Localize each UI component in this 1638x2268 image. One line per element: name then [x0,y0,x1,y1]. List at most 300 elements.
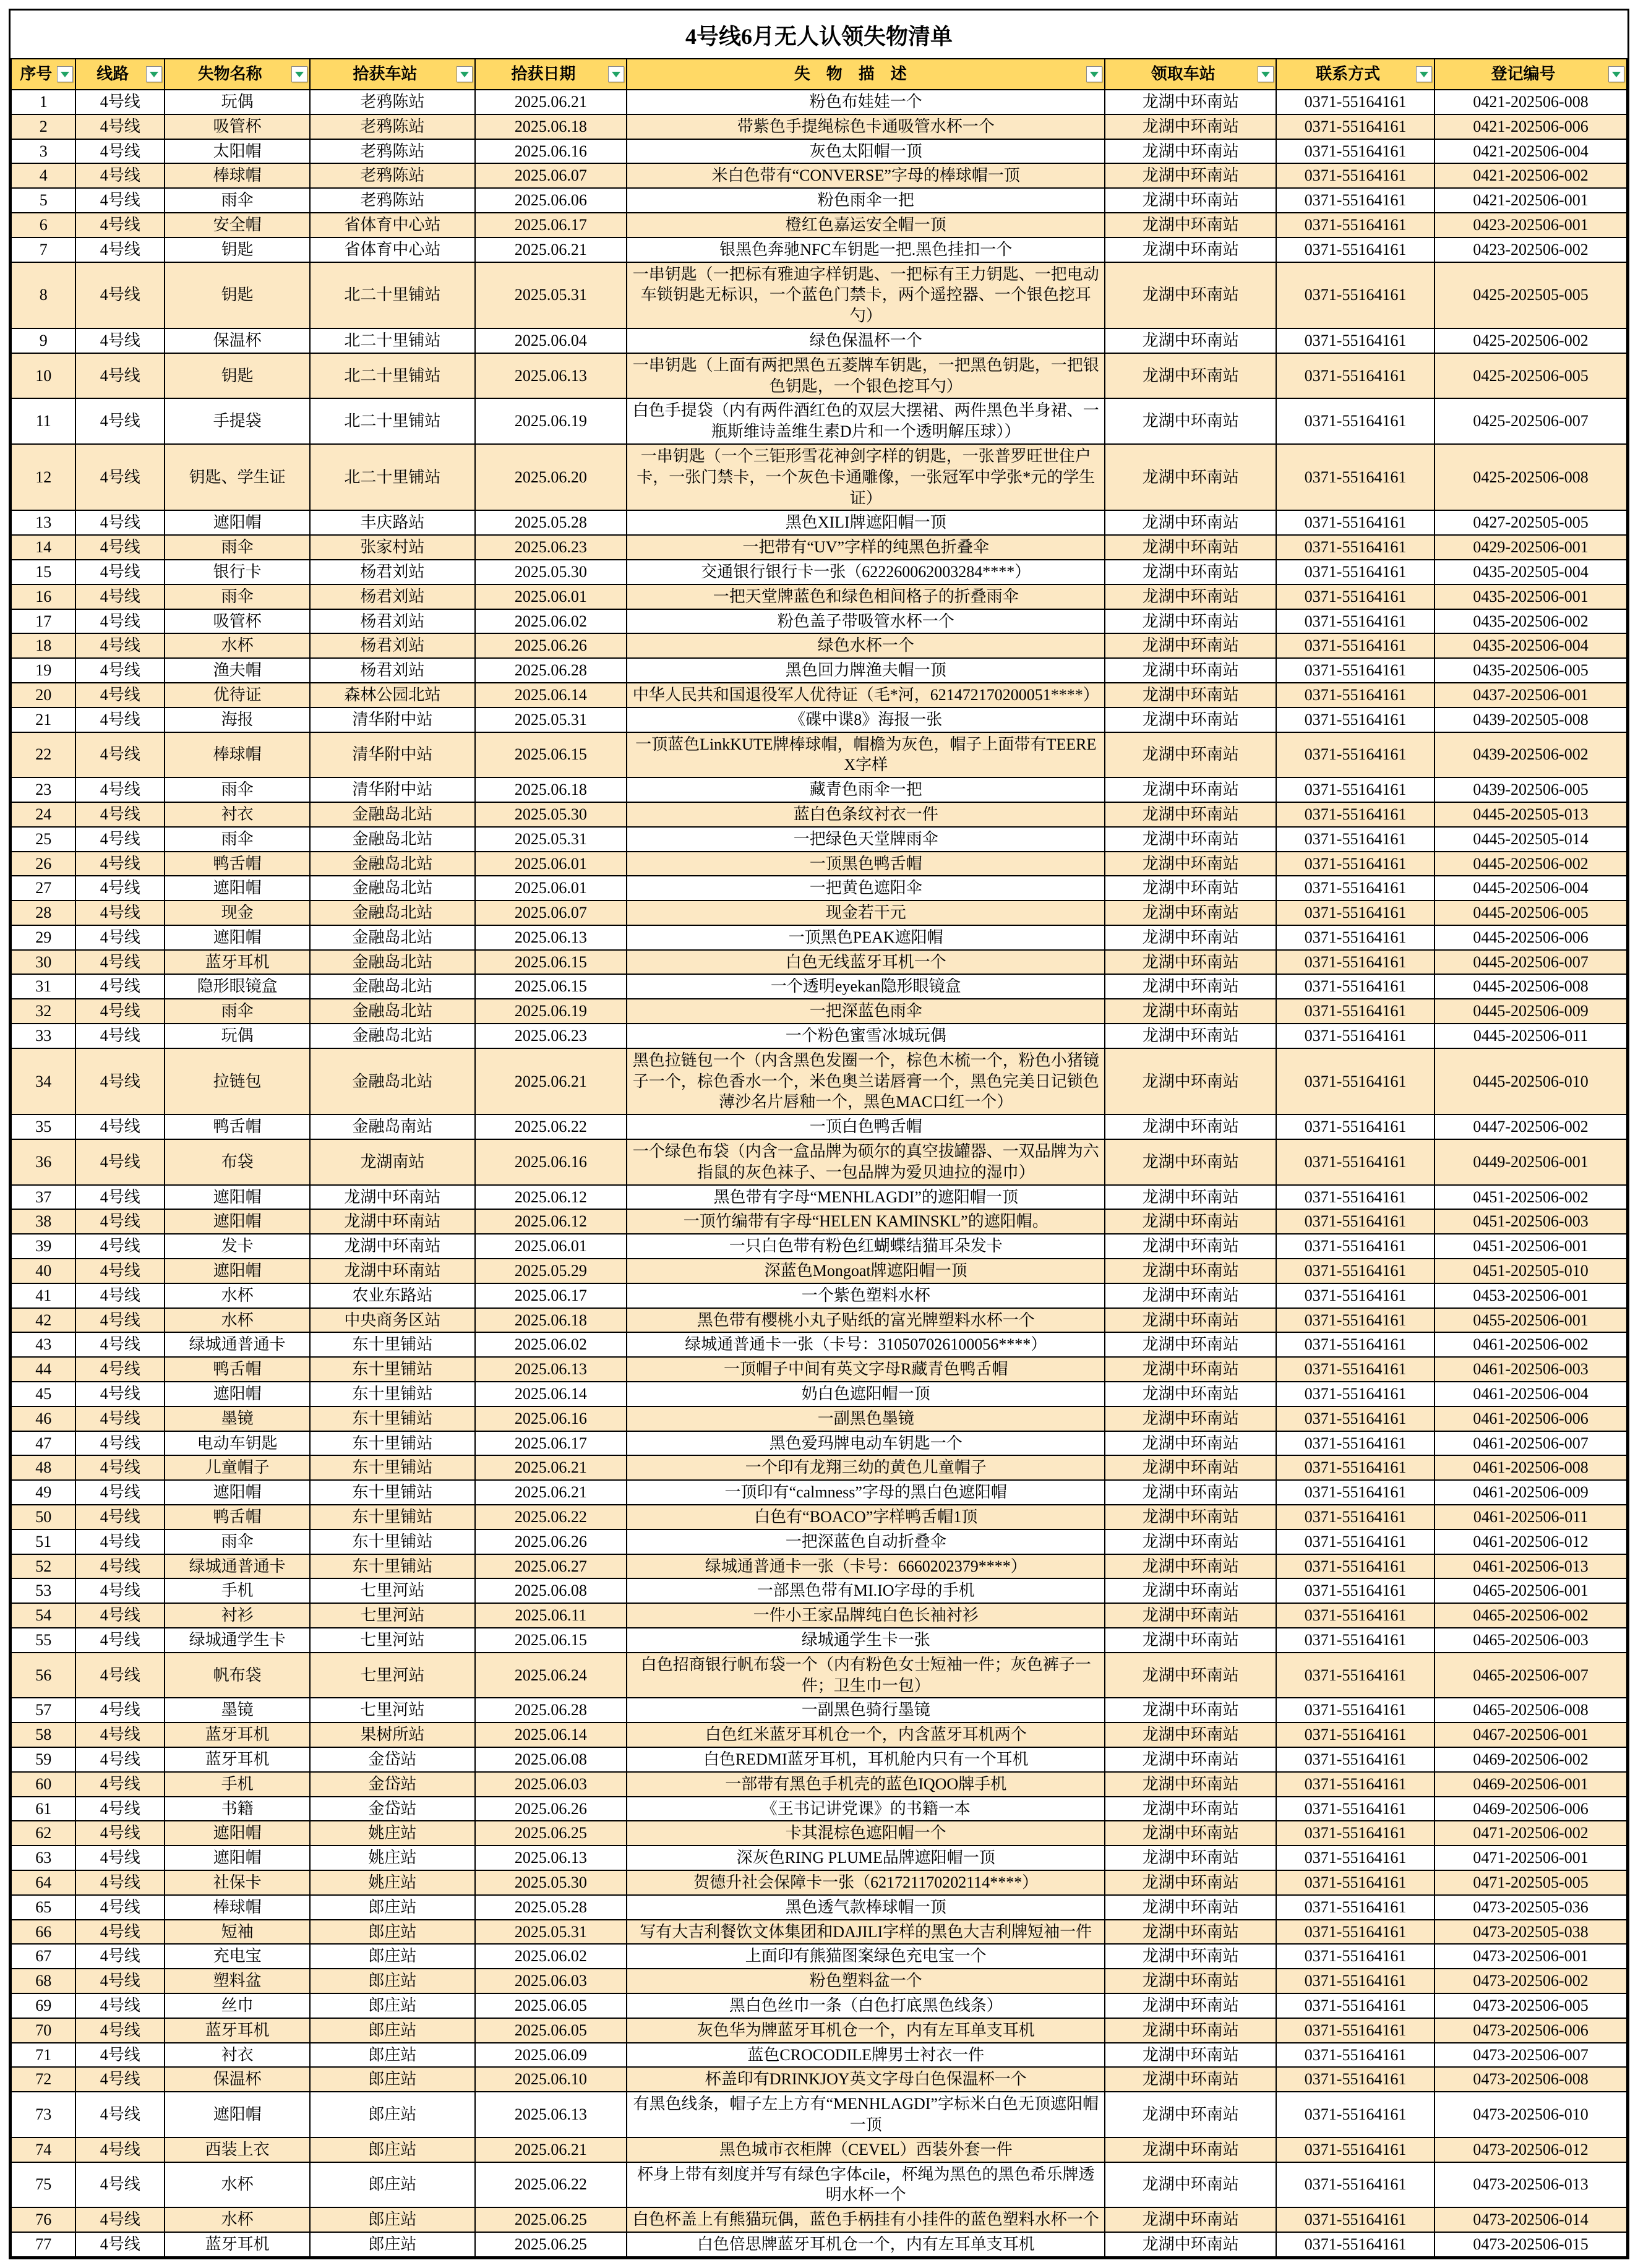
cell-line[interactable]: 4号线 [75,876,165,901]
cell-description[interactable]: 一个透明eyekan隐形眼镜盒 [627,974,1105,999]
cell-index[interactable]: 12 [11,444,75,510]
cell-description[interactable]: 绿城通普通卡一张（卡号：6660202379****） [627,1554,1105,1579]
cell-pickup-station[interactable]: 老鸦陈站 [310,163,474,188]
cell-registration-no[interactable]: 0473-202506-007 [1434,2043,1627,2068]
cell-description[interactable]: 黑色城市衣柜牌（CEVEL）西装外套一件 [627,2137,1105,2162]
cell-registration-no[interactable]: 0425-202505-005 [1434,262,1627,328]
cell-registration-no[interactable]: 0469-202506-002 [1434,1747,1627,1772]
cell-description[interactable]: 一顶印有“calmness”字母的黑白色遮阳帽 [627,1480,1105,1505]
cell-item-name[interactable]: 钥匙 [165,237,310,262]
column-header-description[interactable] [627,59,1105,90]
cell-claim-station[interactable]: 龙湖中环南站 [1105,510,1276,535]
cell-pickup-date[interactable]: 2025.06.07 [475,901,627,925]
cell-claim-station[interactable]: 龙湖中环南站 [1105,658,1276,683]
cell-registration-no[interactable]: 0435-202506-002 [1434,609,1627,634]
filter-dropdown-icon[interactable] [1258,66,1274,82]
cell-registration-no[interactable]: 0425-202506-005 [1434,353,1627,399]
cell-claim-station[interactable]: 龙湖中环南站 [1105,1332,1276,1357]
cell-registration-no[interactable]: 0469-202506-006 [1434,1797,1627,1821]
cell-item-name[interactable]: 手提袋 [165,398,310,444]
cell-pickup-date[interactable]: 2025.06.01 [475,584,627,609]
cell-index[interactable]: 69 [11,1993,75,2018]
cell-registration-no[interactable]: 0445-202506-008 [1434,974,1627,999]
cell-pickup-station[interactable]: 金岱站 [310,1747,474,1772]
cell-contact[interactable]: 0371-55164161 [1276,1797,1434,1821]
cell-description[interactable]: 白色招商银行帆布袋一个（内有粉色女士短袖一件；灰色裤子一件；卫生巾一包） [627,1653,1105,1698]
cell-line[interactable]: 4号线 [75,658,165,683]
cell-line[interactable]: 4号线 [75,213,165,237]
cell-line[interactable]: 4号线 [75,2207,165,2232]
cell-pickup-date[interactable]: 2025.06.08 [475,1578,627,1603]
cell-contact[interactable]: 0371-55164161 [1276,1115,1434,1139]
cell-description[interactable]: 贺德升社会保障卡一张（621721170202114****） [627,1870,1105,1895]
cell-pickup-station[interactable]: 郎庄站 [310,2043,474,2068]
cell-registration-no[interactable]: 0421-202506-004 [1434,139,1627,164]
cell-pickup-date[interactable]: 2025.06.03 [475,1772,627,1797]
cell-item-name[interactable]: 棒球帽 [165,732,310,778]
cell-pickup-date[interactable]: 2025.06.28 [475,658,627,683]
cell-description[interactable]: 一只白色带有粉色红蝴蝶结猫耳朵发卡 [627,1234,1105,1259]
cell-contact[interactable]: 0371-55164161 [1276,950,1434,975]
cell-pickup-station[interactable]: 北二十里铺站 [310,398,474,444]
cell-pickup-station[interactable]: 龙湖中环南站 [310,1209,474,1234]
cell-registration-no[interactable]: 0447-202506-002 [1434,1115,1627,1139]
cell-contact[interactable]: 0371-55164161 [1276,262,1434,328]
cell-description[interactable]: 粉色布娃娃一个 [627,90,1105,114]
cell-item-name[interactable]: 塑料盆 [165,1969,310,1993]
cell-index[interactable]: 65 [11,1895,75,1920]
cell-registration-no[interactable]: 0425-202506-008 [1434,444,1627,510]
cell-pickup-station[interactable]: 清华附中站 [310,732,474,778]
cell-description[interactable]: 灰色华为牌蓝牙耳机仓一个，内有左耳单支耳机 [627,2018,1105,2043]
cell-pickup-date[interactable]: 2025.06.22 [475,1505,627,1530]
cell-description[interactable]: 粉色盖子带吸管水杯一个 [627,609,1105,634]
cell-pickup-station[interactable]: 杨君刘站 [310,633,474,658]
cell-pickup-station[interactable]: 杨君刘站 [310,584,474,609]
cell-pickup-date[interactable]: 2025.05.31 [475,827,627,852]
cell-item-name[interactable]: 遮阳帽 [165,1480,310,1505]
cell-index[interactable]: 17 [11,609,75,634]
cell-pickup-station[interactable]: 郎庄站 [310,2232,474,2257]
cell-pickup-date[interactable]: 2025.06.09 [475,2043,627,2068]
cell-line[interactable]: 4号线 [75,560,165,584]
cell-line[interactable]: 4号线 [75,1797,165,1821]
cell-claim-station[interactable]: 龙湖中环南站 [1105,1234,1276,1259]
cell-description[interactable]: 黑色带有樱桃小丸子贴纸的富光牌塑料水杯一个 [627,1308,1105,1333]
cell-pickup-date[interactable]: 2025.06.12 [475,1185,627,1210]
cell-item-name[interactable]: 社保卡 [165,1870,310,1895]
cell-claim-station[interactable]: 龙湖中环南站 [1105,139,1276,164]
cell-claim-station[interactable]: 龙湖中环南站 [1105,1944,1276,1969]
cell-line[interactable]: 4号线 [75,925,165,950]
cell-index[interactable]: 45 [11,1382,75,1406]
cell-index[interactable]: 11 [11,398,75,444]
cell-item-name[interactable]: 现金 [165,901,310,925]
cell-line[interactable]: 4号线 [75,1993,165,2018]
cell-pickup-station[interactable]: 姚庄站 [310,1846,474,1870]
cell-registration-no[interactable]: 0471-202506-001 [1434,1846,1627,1870]
cell-claim-station[interactable]: 龙湖中环南站 [1105,1480,1276,1505]
cell-index[interactable]: 68 [11,1969,75,1993]
cell-item-name[interactable]: 手机 [165,1772,310,1797]
cell-registration-no[interactable]: 0461-202506-009 [1434,1480,1627,1505]
cell-pickup-station[interactable]: 东十里铺站 [310,1530,474,1554]
cell-line[interactable]: 4号线 [75,1653,165,1698]
cell-pickup-station[interactable]: 东十里铺站 [310,1431,474,1456]
cell-pickup-date[interactable]: 2025.06.16 [475,139,627,164]
cell-item-name[interactable]: 书籍 [165,1797,310,1821]
cell-claim-station[interactable]: 龙湖中环南站 [1105,163,1276,188]
cell-item-name[interactable]: 衬衣 [165,2043,310,2068]
cell-registration-no[interactable]: 0461-202506-012 [1434,1530,1627,1554]
cell-item-name[interactable]: 水杯 [165,2207,310,2232]
cell-claim-station[interactable]: 龙湖中环南站 [1105,950,1276,975]
cell-item-name[interactable]: 太阳帽 [165,139,310,164]
cell-item-name[interactable]: 绿城通普通卡 [165,1554,310,1579]
cell-index[interactable]: 5 [11,188,75,213]
cell-contact[interactable]: 0371-55164161 [1276,2067,1434,2092]
cell-claim-station[interactable]: 龙湖中环南站 [1105,1628,1276,1653]
cell-pickup-date[interactable]: 2025.05.31 [475,708,627,732]
cell-index[interactable]: 59 [11,1747,75,1772]
cell-description[interactable]: 一个紫色塑料水杯 [627,1283,1105,1308]
cell-claim-station[interactable]: 龙湖中环南站 [1105,925,1276,950]
cell-claim-station[interactable]: 龙湖中环南站 [1105,1185,1276,1210]
cell-contact[interactable]: 0371-55164161 [1276,708,1434,732]
cell-claim-station[interactable]: 龙湖中环南站 [1105,1821,1276,1846]
cell-contact[interactable]: 0371-55164161 [1276,925,1434,950]
cell-pickup-station[interactable]: 金融岛北站 [310,999,474,1024]
cell-contact[interactable]: 0371-55164161 [1276,1944,1434,1969]
cell-registration-no[interactable]: 0469-202506-001 [1434,1772,1627,1797]
cell-registration-no[interactable]: 0465-202506-008 [1434,1698,1627,1722]
cell-contact[interactable]: 0371-55164161 [1276,683,1434,708]
cell-contact[interactable]: 0371-55164161 [1276,609,1434,634]
cell-pickup-date[interactable]: 2025.06.22 [475,1115,627,1139]
cell-pickup-station[interactable]: 东十里铺站 [310,1455,474,1480]
cell-pickup-station[interactable]: 森林公园北站 [310,683,474,708]
cell-item-name[interactable]: 棒球帽 [165,163,310,188]
cell-contact[interactable]: 0371-55164161 [1276,2232,1434,2257]
cell-description[interactable]: 一顶蓝色LinkKUTE牌棒球帽，帽檐为灰色，帽子上面带有TEEREX字样 [627,732,1105,778]
cell-claim-station[interactable]: 龙湖中环南站 [1105,188,1276,213]
cell-pickup-date[interactable]: 2025.06.17 [475,1431,627,1456]
cell-claim-station[interactable]: 龙湖中环南站 [1105,1969,1276,1993]
cell-pickup-station[interactable]: 金融岛北站 [310,852,474,876]
cell-claim-station[interactable]: 龙湖中环南站 [1105,1653,1276,1698]
cell-registration-no[interactable]: 0465-202506-007 [1434,1653,1627,1698]
cell-description[interactable]: 白色杯盖上有熊猫玩偶，蓝色手柄挂有小挂件的蓝色塑料水杯一个 [627,2207,1105,2232]
cell-index[interactable]: 38 [11,1209,75,1234]
cell-contact[interactable]: 0371-55164161 [1276,1024,1434,1048]
cell-line[interactable]: 4号线 [75,1455,165,1480]
cell-index[interactable]: 43 [11,1332,75,1357]
cell-line[interactable]: 4号线 [75,398,165,444]
cell-registration-no[interactable]: 0473-202506-013 [1434,2162,1627,2208]
cell-line[interactable]: 4号线 [75,188,165,213]
cell-registration-no[interactable]: 0451-202505-010 [1434,1259,1627,1283]
cell-pickup-station[interactable]: 东十里铺站 [310,1382,474,1406]
cell-pickup-date[interactable]: 2025.06.13 [475,2092,627,2137]
cell-claim-station[interactable]: 龙湖中环南站 [1105,1895,1276,1920]
cell-description[interactable]: 中华人民共和国退役军人优待证（毛*河，621472170200051****） [627,683,1105,708]
cell-item-name[interactable]: 遮阳帽 [165,2092,310,2137]
cell-claim-station[interactable]: 龙湖中环南站 [1105,584,1276,609]
cell-pickup-station[interactable]: 东十里铺站 [310,1480,474,1505]
cell-pickup-station[interactable]: 清华附中站 [310,708,474,732]
cell-pickup-station[interactable]: 北二十里铺站 [310,353,474,399]
cell-pickup-date[interactable]: 2025.06.01 [475,1234,627,1259]
cell-contact[interactable]: 0371-55164161 [1276,560,1434,584]
cell-pickup-date[interactable]: 2025.06.01 [475,876,627,901]
cell-pickup-date[interactable]: 2025.06.07 [475,163,627,188]
cell-index[interactable]: 76 [11,2207,75,2232]
cell-pickup-date[interactable]: 2025.06.27 [475,1554,627,1579]
cell-claim-station[interactable]: 龙湖中环南站 [1105,328,1276,353]
cell-pickup-station[interactable]: 老鸦陈站 [310,139,474,164]
cell-item-name[interactable]: 鸭舌帽 [165,1357,310,1382]
cell-claim-station[interactable]: 龙湖中环南站 [1105,114,1276,139]
cell-registration-no[interactable]: 0439-202506-002 [1434,732,1627,778]
cell-index[interactable]: 41 [11,1283,75,1308]
cell-pickup-date[interactable]: 2025.06.05 [475,1993,627,2018]
cell-registration-no[interactable]: 0423-202506-001 [1434,213,1627,237]
cell-registration-no[interactable]: 0421-202506-001 [1434,188,1627,213]
cell-index[interactable]: 8 [11,262,75,328]
cell-item-name[interactable]: 玩偶 [165,1024,310,1048]
cell-index[interactable]: 24 [11,802,75,827]
cell-contact[interactable]: 0371-55164161 [1276,1480,1434,1505]
cell-registration-no[interactable]: 0451-202506-003 [1434,1209,1627,1234]
cell-description[interactable]: 一把带有“UV”字样的纯黑色折叠伞 [627,535,1105,560]
cell-pickup-station[interactable]: 郎庄站 [310,2067,474,2092]
cell-description[interactable]: 绿城通普通卡一张（卡号：310507026100056****） [627,1332,1105,1357]
cell-registration-no[interactable]: 0421-202506-006 [1434,114,1627,139]
cell-description[interactable]: 黑色透气款棒球帽一顶 [627,1895,1105,1920]
cell-pickup-date[interactable]: 2025.05.29 [475,1259,627,1283]
cell-index[interactable]: 3 [11,139,75,164]
cell-description[interactable]: 一把天堂牌蓝色和绿色相间格子的折叠雨伞 [627,584,1105,609]
cell-claim-station[interactable]: 龙湖中环南站 [1105,1048,1276,1115]
cell-pickup-date[interactable]: 2025.06.15 [475,950,627,975]
cell-pickup-date[interactable]: 2025.05.28 [475,510,627,535]
cell-index[interactable]: 4 [11,163,75,188]
cell-contact[interactable]: 0371-55164161 [1276,1505,1434,1530]
cell-registration-no[interactable]: 0445-202506-011 [1434,1024,1627,1048]
cell-description[interactable]: 黑色爱玛牌电动车钥匙一个 [627,1431,1105,1456]
cell-index[interactable]: 32 [11,999,75,1024]
cell-item-name[interactable]: 海报 [165,708,310,732]
cell-line[interactable]: 4号线 [75,1554,165,1579]
cell-pickup-date[interactable]: 2025.06.28 [475,1698,627,1722]
cell-line[interactable]: 4号线 [75,444,165,510]
cell-contact[interactable]: 0371-55164161 [1276,535,1434,560]
cell-contact[interactable]: 0371-55164161 [1276,1554,1434,1579]
cell-pickup-station[interactable]: 东十里铺站 [310,1332,474,1357]
cell-pickup-date[interactable]: 2025.06.01 [475,852,627,876]
cell-item-name[interactable]: 钥匙 [165,353,310,399]
cell-item-name[interactable]: 西装上衣 [165,2137,310,2162]
cell-pickup-station[interactable]: 北二十里铺站 [310,262,474,328]
cell-line[interactable]: 4号线 [75,262,165,328]
cell-item-name[interactable]: 遮阳帽 [165,925,310,950]
cell-index[interactable]: 60 [11,1772,75,1797]
cell-line[interactable]: 4号线 [75,1846,165,1870]
cell-contact[interactable]: 0371-55164161 [1276,90,1434,114]
cell-description[interactable]: 白色无线蓝牙耳机一个 [627,950,1105,975]
cell-contact[interactable]: 0371-55164161 [1276,1920,1434,1945]
cell-claim-station[interactable]: 龙湖中环南站 [1105,1846,1276,1870]
cell-claim-station[interactable]: 龙湖中环南站 [1105,353,1276,399]
cell-pickup-date[interactable]: 2025.06.13 [475,925,627,950]
cell-contact[interactable]: 0371-55164161 [1276,633,1434,658]
cell-pickup-date[interactable]: 2025.05.30 [475,560,627,584]
cell-contact[interactable]: 0371-55164161 [1276,1455,1434,1480]
cell-claim-station[interactable]: 龙湖中环南站 [1105,1505,1276,1530]
cell-item-name[interactable]: 遮阳帽 [165,1846,310,1870]
cell-line[interactable]: 4号线 [75,633,165,658]
cell-registration-no[interactable]: 0453-202506-001 [1434,1283,1627,1308]
cell-item-name[interactable]: 遮阳帽 [165,1259,310,1283]
cell-registration-no[interactable]: 0473-202506-014 [1434,2207,1627,2232]
cell-line[interactable]: 4号线 [75,1308,165,1333]
cell-registration-no[interactable]: 0461-202506-006 [1434,1406,1627,1431]
cell-claim-station[interactable]: 龙湖中环南站 [1105,1530,1276,1554]
cell-registration-no[interactable]: 0425-202506-007 [1434,398,1627,444]
cell-pickup-station[interactable]: 龙湖中环南站 [310,1185,474,1210]
cell-pickup-date[interactable]: 2025.06.02 [475,609,627,634]
cell-pickup-date[interactable]: 2025.06.25 [475,1821,627,1846]
cell-description[interactable]: 黑白色丝巾一条（白色打底黑色线条） [627,1993,1105,2018]
cell-item-name[interactable]: 电动车钥匙 [165,1431,310,1456]
cell-line[interactable]: 4号线 [75,827,165,852]
cell-contact[interactable]: 0371-55164161 [1276,1722,1434,1747]
cell-claim-station[interactable]: 龙湖中环南站 [1105,444,1276,510]
cell-pickup-station[interactable]: 东十里铺站 [310,1357,474,1382]
cell-line[interactable]: 4号线 [75,1115,165,1139]
cell-contact[interactable]: 0371-55164161 [1276,1895,1434,1920]
cell-line[interactable]: 4号线 [75,683,165,708]
cell-registration-no[interactable]: 0465-202506-002 [1434,1603,1627,1628]
cell-pickup-station[interactable]: 东十里铺站 [310,1505,474,1530]
cell-registration-no[interactable]: 0429-202506-001 [1434,535,1627,560]
cell-item-name[interactable]: 手机 [165,1578,310,1603]
cell-registration-no[interactable]: 0421-202506-008 [1434,90,1627,114]
cell-registration-no[interactable]: 0445-202506-009 [1434,999,1627,1024]
cell-registration-no[interactable]: 0435-202506-005 [1434,658,1627,683]
cell-item-name[interactable]: 鸭舌帽 [165,1115,310,1139]
cell-index[interactable]: 34 [11,1048,75,1115]
cell-claim-station[interactable]: 龙湖中环南站 [1105,683,1276,708]
cell-item-name[interactable]: 雨伞 [165,188,310,213]
cell-claim-station[interactable]: 龙湖中环南站 [1105,1024,1276,1048]
cell-item-name[interactable]: 雨伞 [165,535,310,560]
cell-line[interactable]: 4号线 [75,1431,165,1456]
column-header-item-name[interactable] [165,59,310,90]
cell-contact[interactable]: 0371-55164161 [1276,2092,1434,2137]
cell-description[interactable]: 白色REDMI蓝牙耳机，耳机舱内只有一个耳机 [627,1747,1105,1772]
cell-description[interactable]: 有黑色线条，帽子左上方有“MENHLAGDI”字标米白色无顶遮阳帽一顶 [627,2092,1105,2137]
cell-registration-no[interactable]: 0425-202506-002 [1434,328,1627,353]
cell-registration-no[interactable]: 0473-202506-001 [1434,1944,1627,1969]
cell-line[interactable]: 4号线 [75,852,165,876]
cell-description[interactable]: 白色红米蓝牙耳机仓一个，内含蓝牙耳机两个 [627,1722,1105,1747]
cell-pickup-station[interactable]: 金融岛北站 [310,1024,474,1048]
cell-line[interactable]: 4号线 [75,584,165,609]
filter-dropdown-icon[interactable] [57,66,73,82]
cell-registration-no[interactable]: 0473-202505-036 [1434,1895,1627,1920]
cell-item-name[interactable]: 吸管杯 [165,609,310,634]
cell-contact[interactable]: 0371-55164161 [1276,974,1434,999]
column-header-line[interactable] [75,59,165,90]
cell-item-name[interactable]: 布袋 [165,1139,310,1185]
cell-description[interactable]: 一顶白色鸭舌帽 [627,1115,1105,1139]
cell-claim-station[interactable]: 龙湖中环南站 [1105,1357,1276,1382]
cell-pickup-date[interactable]: 2025.06.08 [475,1747,627,1772]
cell-index[interactable]: 9 [11,328,75,353]
cell-index[interactable]: 71 [11,2043,75,2068]
cell-claim-station[interactable]: 龙湖中环南站 [1105,1115,1276,1139]
filter-dropdown-icon[interactable] [291,66,307,82]
cell-contact[interactable]: 0371-55164161 [1276,213,1434,237]
cell-claim-station[interactable]: 龙湖中环南站 [1105,1554,1276,1579]
cell-pickup-station[interactable]: 金融岛北站 [310,827,474,852]
cell-item-name[interactable]: 遮阳帽 [165,510,310,535]
cell-index[interactable]: 28 [11,901,75,925]
cell-index[interactable]: 54 [11,1603,75,1628]
cell-description[interactable]: 杯身上带有刻度并写有绿色字体cile，杯绳为黑色的黑色希乐牌透明水杯一个 [627,2162,1105,2208]
cell-item-name[interactable]: 遮阳帽 [165,1382,310,1406]
cell-description[interactable]: 卡其混棕色遮阳帽一个 [627,1821,1105,1846]
cell-line[interactable]: 4号线 [75,1772,165,1797]
cell-description[interactable]: 绿色保温杯一个 [627,328,1105,353]
cell-pickup-station[interactable]: 省体育中心站 [310,237,474,262]
cell-description[interactable]: 一个粉色蜜雪冰城玩偶 [627,1024,1105,1048]
cell-claim-station[interactable]: 龙湖中环南站 [1105,262,1276,328]
cell-description[interactable]: 一顶黑色鸭舌帽 [627,852,1105,876]
cell-contact[interactable]: 0371-55164161 [1276,114,1434,139]
cell-registration-no[interactable]: 0461-202506-003 [1434,1357,1627,1382]
cell-description[interactable]: 银黑色奔驰NFC车钥匙一把.黑色挂扣一个 [627,237,1105,262]
cell-contact[interactable]: 0371-55164161 [1276,1747,1434,1772]
cell-line[interactable]: 4号线 [75,90,165,114]
cell-pickup-station[interactable]: 姚庄站 [310,1870,474,1895]
cell-index[interactable]: 56 [11,1653,75,1698]
cell-pickup-station[interactable]: 七里河站 [310,1628,474,1653]
cell-description[interactable]: 奶白色遮阳帽一顶 [627,1382,1105,1406]
cell-line[interactable]: 4号线 [75,1382,165,1406]
filter-dropdown-icon[interactable] [1086,66,1102,82]
cell-pickup-station[interactable]: 杨君刘站 [310,609,474,634]
cell-index[interactable]: 25 [11,827,75,852]
cell-pickup-station[interactable]: 中央商务区站 [310,1308,474,1333]
cell-description[interactable]: 橙红色嘉运安全帽一顶 [627,213,1105,237]
cell-index[interactable]: 57 [11,1698,75,1722]
cell-index[interactable]: 61 [11,1797,75,1821]
cell-index[interactable]: 51 [11,1530,75,1554]
cell-description[interactable]: 现金若干元 [627,901,1105,925]
cell-pickup-station[interactable]: 龙湖南站 [310,1139,474,1185]
cell-item-name[interactable]: 保温杯 [165,2067,310,2092]
cell-claim-station[interactable]: 龙湖中环南站 [1105,974,1276,999]
cell-claim-station[interactable]: 龙湖中环南站 [1105,1455,1276,1480]
cell-index[interactable]: 2 [11,114,75,139]
cell-line[interactable]: 4号线 [75,2067,165,2092]
cell-claim-station[interactable]: 龙湖中环南站 [1105,1870,1276,1895]
filter-dropdown-icon[interactable] [608,66,624,82]
cell-index[interactable]: 29 [11,925,75,950]
cell-contact[interactable]: 0371-55164161 [1276,876,1434,901]
